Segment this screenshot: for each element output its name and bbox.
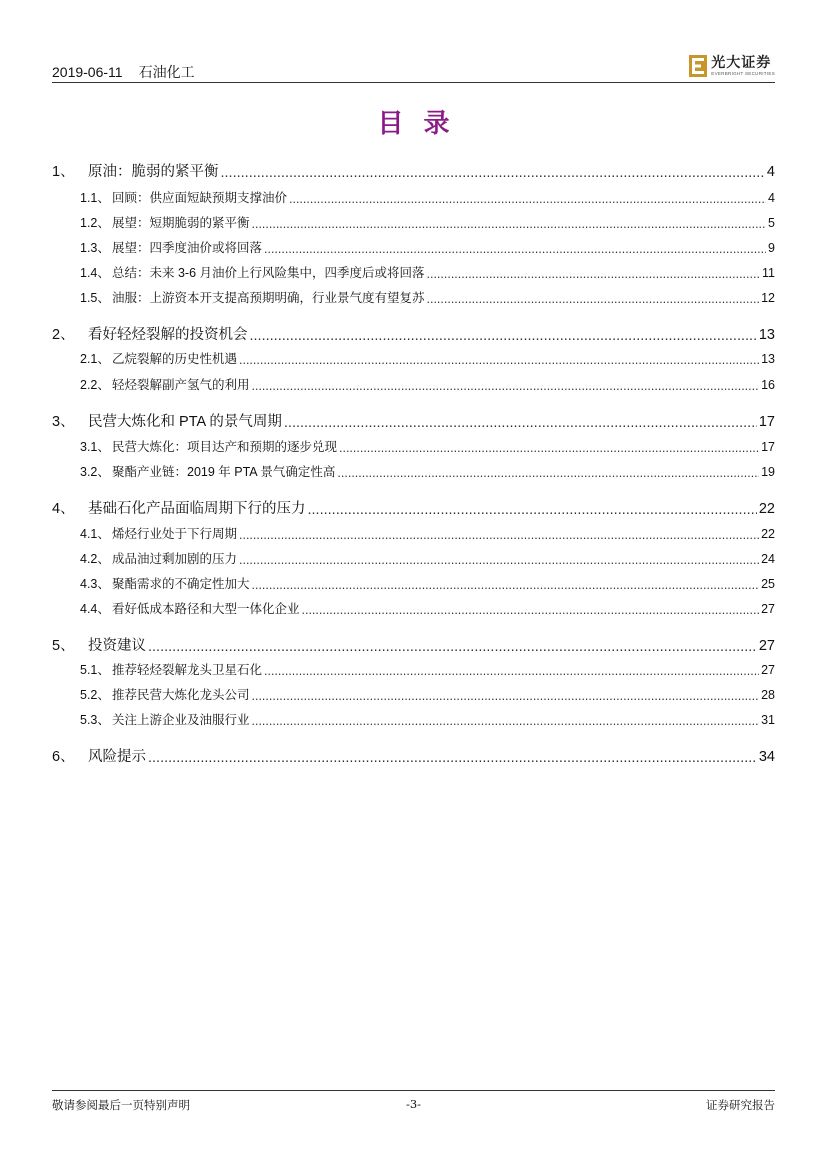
page-header — [52, 52, 775, 83]
everbright-logo — [689, 52, 775, 80]
toc-entry-page: 27 — [761, 602, 775, 616]
toc-entry-page: 5 — [768, 216, 775, 230]
toc-entry[interactable] — [52, 524, 775, 542]
toc-dot-leader — [427, 267, 761, 281]
toc-entry-number: 1.3、 — [80, 241, 110, 255]
toc-dot-leader — [239, 353, 759, 367]
toc-entry-page: 27 — [758, 638, 775, 654]
toc-entry-number: 1.2、 — [80, 216, 110, 230]
toc-dot-leader — [252, 379, 760, 393]
toc-entry[interactable] — [52, 462, 775, 480]
toc-dot-leader — [339, 441, 759, 455]
toc-dot-leader — [337, 466, 759, 480]
toc-entry-title: 烯烃行业处于下行周期 — [112, 527, 238, 541]
toc-entry[interactable] — [52, 263, 775, 281]
toc-entry[interactable] — [52, 574, 775, 592]
toc-entry-title: 推荐轻烃裂解龙头卫星石化 — [112, 663, 263, 677]
toc-entry-number: 4、 — [52, 501, 75, 517]
toc-dot-leader — [284, 415, 757, 431]
toc-entry-number: 5、 — [52, 638, 75, 654]
toc-dot-leader — [221, 165, 765, 181]
toc-entry[interactable] — [52, 497, 775, 518]
toc-entry-number: 3、 — [52, 414, 75, 430]
toc-entry-page: 17 — [758, 414, 775, 430]
toc-entry-number: 1.5、 — [80, 291, 110, 305]
toc-entry-page: 12 — [761, 291, 775, 305]
toc-entry[interactable] — [52, 188, 775, 206]
everbright-logo-icon — [689, 55, 707, 77]
toc-entry-title: 关注上游企业及油服行业 — [112, 713, 250, 727]
toc-entry-page: 19 — [761, 465, 775, 479]
toc-dot-leader — [239, 528, 759, 542]
toc-entry[interactable] — [52, 549, 775, 567]
toc-entry[interactable] — [52, 323, 775, 344]
toc-entry-number: 1、 — [52, 164, 75, 180]
toc-entry-page: 34 — [758, 749, 775, 765]
toc-dot-leader — [252, 689, 760, 703]
toc-entry[interactable] — [52, 288, 775, 306]
toc-entry-number: 4.2、 — [80, 552, 110, 566]
toc-entry-page: 31 — [761, 713, 775, 727]
toc-entry-page: 16 — [761, 378, 775, 392]
toc-entry-number: 1.4、 — [80, 266, 110, 280]
toc-entry-title: 民营大炼化：项目达产和预期的逐步兑现 — [112, 440, 338, 454]
toc-entry-title: 基础石化产品面临周期下行的压力 — [88, 501, 306, 517]
toc-dot-leader — [252, 578, 760, 592]
toc-entry-title: 推荐民营大炼化龙头公司 — [112, 688, 250, 702]
toc-entry-title: 看好低成本路径和大型一体化企业 — [112, 602, 300, 616]
toc-entry-page: 22 — [761, 527, 775, 541]
logo-chinese-name: 光大证券 — [711, 54, 772, 71]
toc-entry-title: 聚酯需求的不确定性加大 — [112, 577, 250, 591]
toc-entry-title: 看好轻烃裂解的投资机会 — [88, 327, 248, 343]
toc-entry-number: 3.2、 — [80, 465, 110, 479]
toc-entry[interactable] — [52, 437, 775, 455]
toc-dot-leader — [148, 750, 757, 766]
toc-dot-leader — [289, 192, 766, 206]
toc-dot-leader — [239, 553, 759, 567]
toc-dot-leader — [302, 603, 760, 617]
toc-entry[interactable] — [52, 349, 775, 367]
toc-entry[interactable] — [52, 238, 775, 256]
toc-entry-number: 4.4、 — [80, 602, 110, 616]
toc-title: 目录 — [377, 108, 470, 138]
toc-entry-number: 1.1、 — [80, 191, 110, 205]
toc-entry[interactable] — [52, 375, 775, 393]
toc-entry[interactable] — [52, 745, 775, 766]
toc-entry-title: 原油：脆弱的紧平衡 — [88, 164, 219, 180]
page-footer — [52, 1090, 775, 1115]
toc-entry-page: 17 — [761, 440, 775, 454]
toc-entry-page: 27 — [761, 663, 775, 677]
toc-entry-title: 乙烷裂解的历史性机遇 — [112, 352, 238, 366]
toc-entry-number: 2、 — [52, 327, 75, 343]
toc-entry-page: 28 — [761, 688, 775, 702]
toc-entry[interactable] — [52, 410, 775, 431]
toc-entry-title: 展望：短期脆弱的紧平衡 — [112, 216, 250, 230]
toc-entry-title: 轻烃裂解副产氢气的利用 — [112, 378, 250, 392]
toc-entry-page: 24 — [761, 552, 775, 566]
toc-dot-leader — [148, 639, 757, 655]
toc-dot-leader — [264, 242, 766, 256]
toc-entry-number: 2.2、 — [80, 378, 110, 392]
toc-entry[interactable] — [52, 685, 775, 703]
toc-entry-page: 25 — [761, 577, 775, 591]
page-number: -3- — [405, 1097, 422, 1111]
logo-english-name: EVERBRIGHT SECURITIES — [711, 70, 775, 76]
toc-entry-number: 3.1、 — [80, 440, 110, 454]
toc-entry-title: 成品油过剩加剧的压力 — [112, 552, 238, 566]
toc-entry-number: 5.3、 — [80, 713, 110, 727]
toc-entry-page: 13 — [761, 352, 775, 366]
toc-entry-number: 4.1、 — [80, 527, 110, 541]
footer-report-type: 证券研究报告 — [706, 1098, 775, 1112]
toc-entry-page: 9 — [768, 241, 775, 255]
toc-entry-title: 总结：未来 3-6 月油价上行风险集中，四季度后或将回落 — [112, 266, 425, 280]
toc-entry-title: 展望：四季度油价或将回落 — [112, 241, 263, 255]
toc-entry-page: 22 — [758, 501, 775, 517]
toc-entry[interactable] — [52, 710, 775, 728]
toc-entry[interactable] — [52, 660, 775, 678]
toc-dot-leader — [252, 714, 760, 728]
toc-entry-number: 2.1、 — [80, 352, 110, 366]
toc-entry-title: 聚酯产业链：2019 年 PTA 景气确定性高 — [112, 465, 336, 479]
toc-entry-page: 4 — [766, 164, 775, 180]
toc-dot-leader — [427, 292, 760, 306]
toc-entry[interactable] — [52, 599, 775, 617]
toc-entry-number: 5.2、 — [80, 688, 110, 702]
toc-entry-title: 风险提示 — [88, 749, 146, 765]
report-sector: 石油化工 — [138, 64, 195, 80]
toc-dot-leader — [252, 217, 767, 231]
toc-entry[interactable] — [52, 160, 775, 181]
toc-entry-number: 6、 — [52, 749, 75, 765]
toc-entry-title: 投资建议 — [88, 638, 146, 654]
toc-entry-title: 回顾：供应面短缺预期支撑油价 — [112, 191, 288, 205]
toc-entry-title: 民营大炼化和 PTA 的景气周期 — [88, 414, 282, 430]
footer-disclaimer: 敬请参阅最后一页特别声明 — [52, 1098, 190, 1112]
logo-letter: E — [698, 70, 699, 71]
toc-entry[interactable] — [52, 634, 775, 655]
toc-entry-number: 5.1、 — [80, 663, 110, 677]
header-info — [52, 62, 195, 82]
toc-entry-number: 4.3、 — [80, 577, 110, 591]
toc-entry-page: 11 — [762, 266, 775, 280]
toc-entry[interactable] — [52, 213, 775, 231]
toc-dot-leader — [308, 502, 757, 518]
toc-entry-title: 油服：上游资本开支提高预期明确，行业景气度有望复苏 — [112, 291, 425, 305]
report-date: 2019-06-11 — [52, 64, 123, 80]
toc-dot-leader — [250, 328, 757, 344]
toc-entry-page: 4 — [768, 191, 775, 205]
toc-dot-leader — [264, 664, 759, 678]
toc-entry-page: 13 — [758, 327, 775, 343]
